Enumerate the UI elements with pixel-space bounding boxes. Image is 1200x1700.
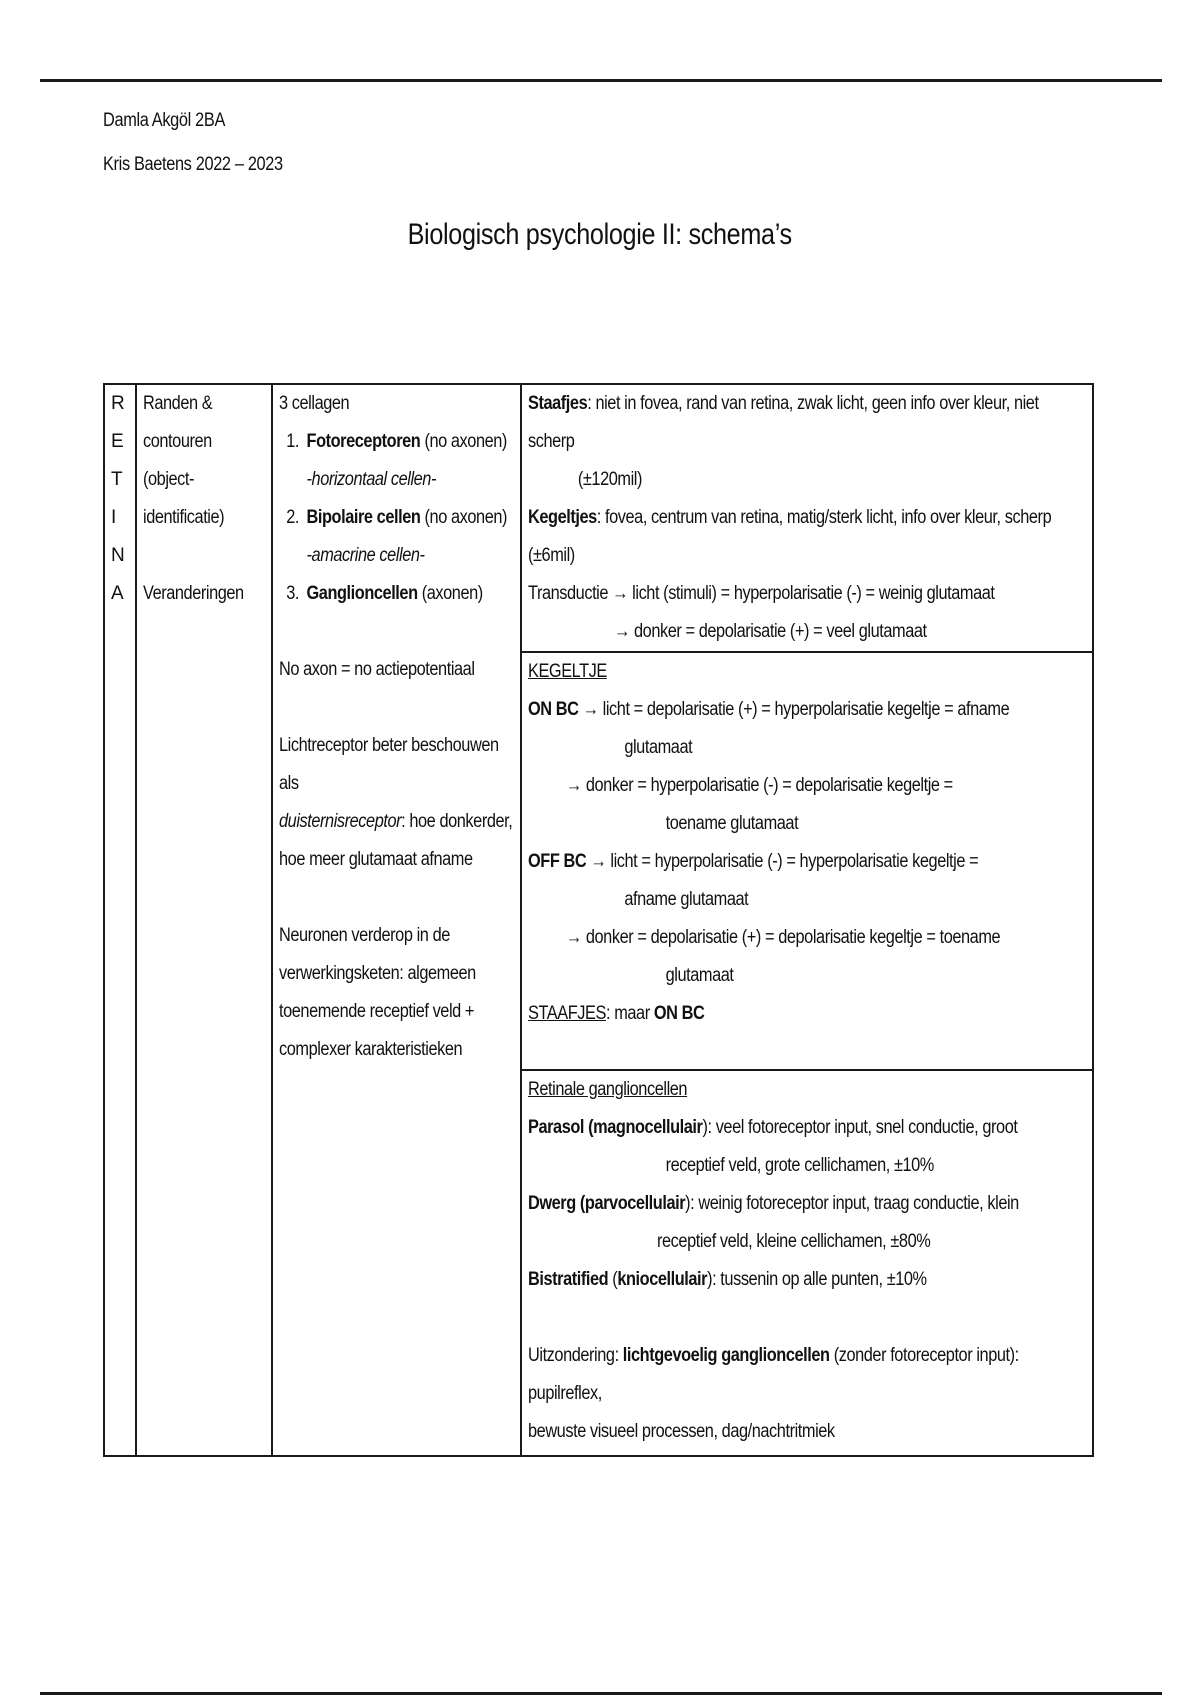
- function-text: Veranderingen: [143, 583, 244, 604]
- letter: T: [111, 469, 123, 490]
- list-item: 1. Fotoreceptoren (no axonen) -horizontaal cellen-: [303, 423, 513, 499]
- no-axon-note: No axon = no actiepotentiaal: [279, 659, 475, 680]
- bipolar-cell: KEGELTJE ON BC → licht = depolarisatie (+) = hyperpolarisatie kegeltje = afname glutamaat → donker = hyperpolarisatie (-) = depolarisatie kegeltje = toename glutamaat OFF BC → licht = hyperpolarisatie (-) = hyperpolarisatie kegeltje = afname glutamaat → donker = depolarisatie (+) = depolarisatie kegeltje = toename glutamaat STAAFJES: maar ON BC: [521, 652, 1093, 1070]
- function-text: Randen &: [143, 393, 213, 414]
- neuronen-note: Neuronen verderop in de verwerkingsketen: algemeen toenemende receptief veld + complexer karakteristieken: [279, 925, 476, 1060]
- list-item: 3. Ganglioncellen (axonen): [303, 575, 513, 613]
- author-name: Damla Akgöl 2BA: [103, 110, 225, 131]
- bottom-rule: [40, 1692, 1162, 1695]
- letter: A: [111, 583, 124, 604]
- letter: I: [111, 507, 116, 528]
- photoreceptor-cell: Staafjes: niet in fovea, rand van retina, zwak licht, geen info over kleur, niet scherp (±120mil) Kegeltjes: fovea, centrum van retina, matig/sterk licht, info over kleur, scherp (±6mil) Transductie → licht (stimuli) = hyperpolarisatie (-) = weinig glutamaat → donker = depolarisatie (+) = veel glutamaat: [521, 384, 1093, 652]
- retina-schema-table: [103, 383, 1094, 1457]
- letter: E: [111, 431, 124, 452]
- function-text: contouren (object-: [143, 431, 212, 490]
- teacher-year: Kris Baetens 2022 – 2023: [103, 154, 283, 175]
- ganglion-cell: Retinale ganglioncellen Parasol (magnocellulair): veel fotoreceptor input, snel conductie, groot receptief veld, grote cellichamen, ±10% Dwerg (parvocellulair): weinig fotoreceptor input, traag conductie, klein receptief veld, kleine cellichamen, ±80% Bistratified (kniocellulair): tussenin op alle punten, ±10% Uitzondering: lichtgevoelig ganglioncellen (zonder fotoreceptor input): pupilreflex, bewuste visueel processen, dag/nachtritmiek: [521, 1070, 1093, 1456]
- page-title: Biologisch psychologie II: schema’s: [407, 218, 793, 251]
- list-item: 2. Bipolaire cellen (no axonen) -amacrine cellen-: [303, 499, 513, 575]
- letter: N: [111, 545, 125, 566]
- function-text: identificatie): [143, 507, 225, 528]
- cell-layers-heading: 3 cellagen: [279, 393, 350, 414]
- cell-layers-column: [272, 384, 521, 1456]
- cell-layers-list: [279, 423, 513, 613]
- top-rule: [40, 79, 1162, 82]
- letter: R: [111, 393, 125, 414]
- function-column: [136, 384, 272, 1456]
- lichtreceptor-note: Lichtreceptor beter beschouwen als duisternisreceptor: hoe donkerder, hoe meer glutamaat afname: [279, 735, 513, 870]
- retina-vertical-label: [104, 384, 136, 1456]
